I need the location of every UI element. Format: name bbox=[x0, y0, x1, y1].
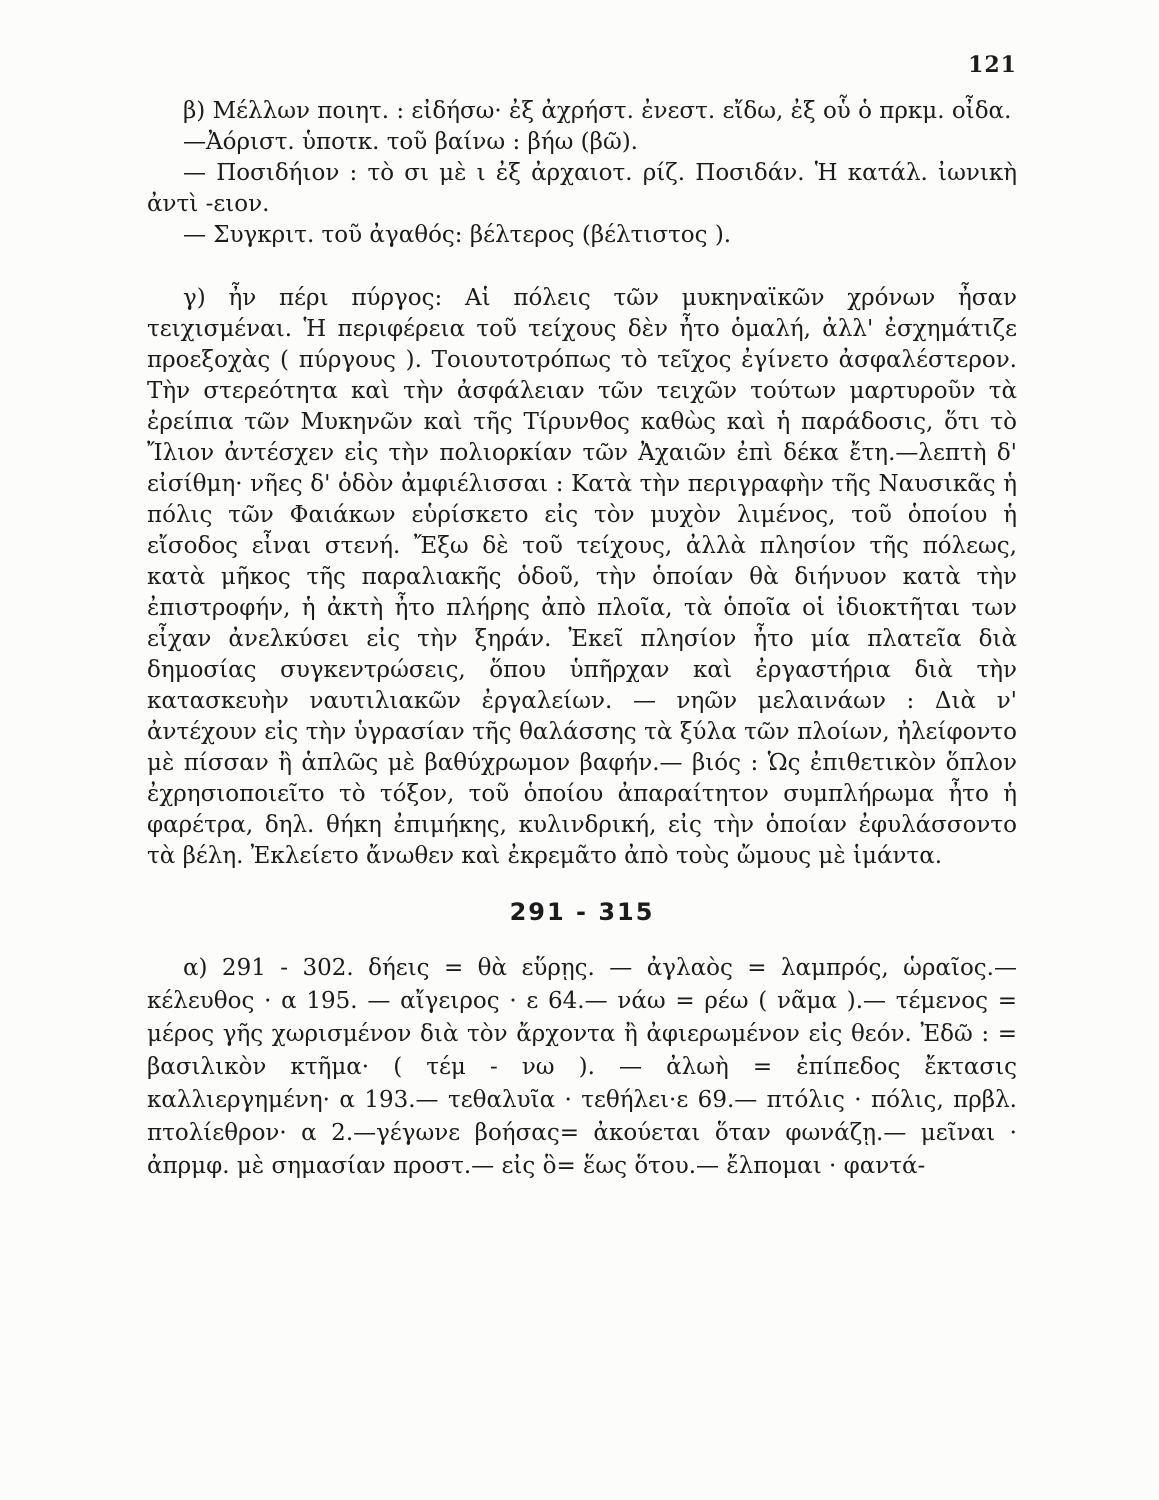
section-c bbox=[147, 283, 1017, 872]
page-number: 121 bbox=[968, 52, 1017, 78]
text-line: — Ποσιδήιον : τὸ σι μὲ ι ἐξ ἀρχαιοτ. ρίζ. Ποσιδάν. Ἡ κατάλ. ἰωνικὴ ἀντὶ -ειον. bbox=[147, 160, 1017, 217]
page-content bbox=[147, 96, 1017, 1183]
text-line: β) Μέλλων ποιητ. : εἰδήσω· ἐξ ἀχρήστ. ἐνεστ. εἴδω, ἐξ οὗ ὁ πρκμ. οἶδα. bbox=[183, 98, 1012, 124]
paragraph: γ) ἦν πέρι πύργος: Αἱ πόλεις τῶν μυκηναϊκῶν χρόνων ἦσαν τειχισμέναι. Ἡ περιφέρεια τοῦ τείχους δὲν ἦτο ὁμαλή, ἀλλ' ἐσχημάτιζε προεξοχὰς ( πύργους ). Τοιουτοτρόπως τὸ τεῖχος ἐγίνετο ἀσφαλέστερον. Τὴν στερεότητα καὶ τὴν ἀσφάλειαν τῶν τειχῶν τούτων μαρτυροῦν τὰ ἐρείπια τῶν Μυκηνῶν καὶ τῆς Τίρυνθος καθὼς καὶ ἡ παράδοσις, ὅτι τὸ Ἴλιον ἀντέσχεν εἰς τὴν πολιορκίαν τῶν Ἀχαιῶν ἐπὶ δέκα ἔτη.—λεπτὴ δ' εἰσίθμη· νῆες δ' ὁδὸν ἀμφιέλισσαι : Κατὰ τὴν περιγραφὴν τῆς Ναυσικᾶς ἡ πόλις τῶν Φαιάκων εὑρίσκετο εἰς τὸν μυχὸν λιμένος, τοῦ ὁποίου ἡ εἴσοδος εἶναι στενή. Ἔξω δὲ τοῦ τείχους, ἀλλὰ πλησίον τῆς πόλεως, κατὰ μῆκος τῆς παραλιακῆς ὁδοῦ, τὴν ὁποίαν θὰ διήνυον κατὰ τὴν ἐπιστροφήν, ἡ ἀκτὴ ἦτο πλήρης ἀπὸ πλοῖα, τὰ ὁποῖα οἱ ἰδιοκτῆται των εἶχαν ἀνελκύσει εἰς τὴν ξηράν. Ἐκεῖ πλησίον ἦτο μία πλατεῖα διὰ δημοσίας συγκεντρώσεις, ὅπου ὑπῆρχαν καὶ ἐργαστήρια διὰ τὴν κατασκευὴν ναυτιλιακῶν ἐργαλείων. — νηῶν μελαινάων : Διὰ ν' ἀντέχουν εἰς τὴν ὑγρασίαν τῆς θαλάσσης τὰ ξύλα τῶν πλοίων, ἠλείφοντο μὲ πίσσαν ἢ ἁπλῶς μὲ βαθύχρωμον βαφήν.— βιός : Ὡς ἐπιθετικὸν ὅπλον ἐχρησιοποιεῖτο τὸ τόξον, τοῦ ὁποίου ἀπαραίτητον συμπλήρωμα ἦτο ἡ φαρέτρα, δηλ. θήκη ἐπιμήκης, κυλινδρική, εἰς τὴν ὁποίαν ἐφυλάσσοντο τὰ βέλη. Ἐκλείετο ἄνωθεν καὶ ἐκρεμᾶτο ἀπὸ τοὺς ὤμους μὲ ἱμάντα. bbox=[147, 285, 1017, 869]
paragraph: α) 291 - 302. δήεις = θὰ εὕρῃς. — ἀγλαὸς = λαμπρός, ὡραῖος.— κέλευθος · α 195. — αἴγειρος · ε 64.— νάω = ρέω ( νᾶμα ).— τέμενος = μέρος γῆς χωρισμένον διὰ τὸν ἄρχοντα ἢ ἀφιερωμένον εἰς θεόν. Ἐδῶ : = βασιλικὸν κτῆμα· ( τέμ - νω ). — ἀλωὴ = ἐπίπεδος ἔκτασις καλλιεργημένη· α 193.— τεθαλυῖα · τεθήλει·ε 69.— πτόλις · πόλις, πρβλ. πτολίεθρον· α 2.—γέγωνε βοήσας= ἀκούεται ὅταν φωνάζῃ.— μεῖναι · ἀπρμφ. μὲ σημασίαν προστ.— εἰς ὃ= ἕως ὅτου.— ἔλπομαι · φαντά- bbox=[147, 955, 1017, 1179]
section-heading: 291 - 315 bbox=[509, 898, 655, 926]
section-a bbox=[147, 952, 1017, 1183]
text-line: —Ἀόριστ. ὑποτκ. τοῦ βαίνω : βήω (βῶ). bbox=[183, 129, 638, 155]
section-b bbox=[147, 96, 1017, 251]
text-line: — Συγκριτ. τοῦ ἀγαθός: βέλτερος (βέλτιστος ). bbox=[183, 222, 732, 248]
